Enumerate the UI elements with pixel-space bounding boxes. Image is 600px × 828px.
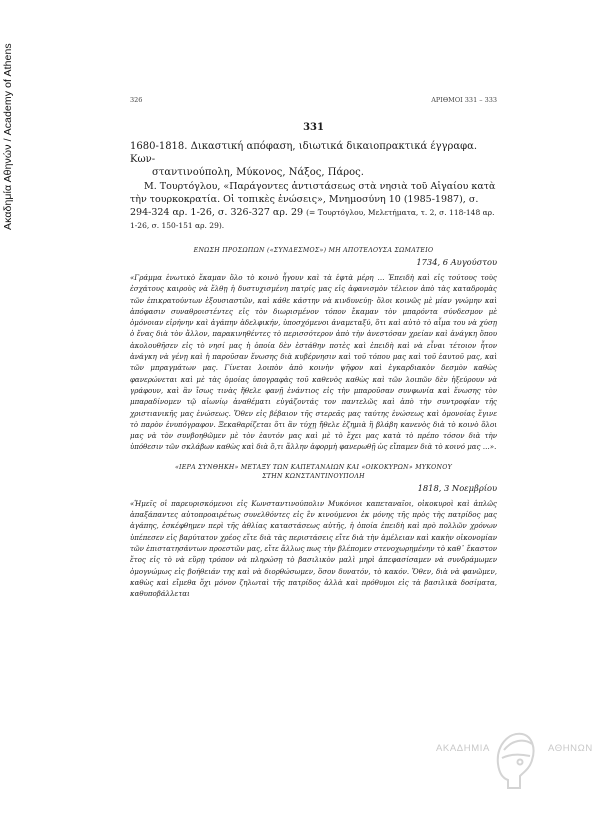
section-2-date: 1818, 3 Νοεμβρίου [417, 482, 497, 493]
reference-cross: (= Τουρτόγλου, Μελετήματα, τ. 2, σ. 118-148 αρ. 1-26, σ. 150-151 αρ. 29). [130, 208, 495, 230]
archive-sidebar [2, 0, 36, 250]
book-page [130, 96, 497, 599]
archive-label: Ακαδημία Αθηνών / Academy of Athens [2, 43, 14, 230]
title-line-1: 1680-1818. Δικαστική απόφαση, ιδιωτικά δικαιοπρακτικά έγγραφα. Κων- [130, 141, 478, 165]
section-1-text: «Γράμμα ἑνωτικὸ ἔκαμαν ὅλο τὸ κοινὸ ἦγουν καὶ τὰ ἑφτὰ μέρη … Ἐπειδὴ καὶ εἰς τούτους τοὺς ἐσχάτους καιροὺς νὰ ἔλθῃ ἡ δυστυχισμένη πατρίς μας εἰς ἀφανισμὸν τέλειον ἀπὸ τὰς καταδρομὰς τῶν ἐπικρατούντων ἐξουσιαστῶν, καὶ κάθε κάστην νὰ κινδυνεύῃ· ὅλοι κοινῶς μὲ μίαν γνώμην καὶ ἀπόφασιν συναθροιστέντες εἰς τὸν διωρισμένον τόπον ἔκαμαν τὸν μπαρόντα σύνδεσμον μὲ ὁμόνοιαν εἰρήνην καὶ ἀγάπην ἀδελφικήν, ὑποσχόμενοι ἀναμεταξύ, ὅτι καὶ αὐτὸ τὸ αἷμα του νὰ χύσῃ ὁ ἕνας διὰ τὸν ἄλλον, παρακινηθέντες τὸ περισσότερον ἀπὸ τὴν ἀνεστόσαν χρείαν καὶ ἀνάγκη ὅπου ἀκολουθῆσεν εἰς τὸ νησί μας ἡ ὁποία δὲν ἐστάθην ποτὲς καὶ ἐπειδὴ καὶ νὰ εἶναι τέτοιον ἦτον ἀνάγκη νὰ γένῃ καὶ ἡ παροῦσαν ἕνωσης διὰ κυβέρνησιν καὶ τοῦ τόπου μας καὶ τοῦ ἑαυτοῦ μας, καὶ τῶν μπραγμάτων μας. Γίνεται λοιπὸν ἀπὸ κοινὴν ψῆφον καὶ ἐγκαρδιακὸν δεσμὸν καθὼς φανερώνεται καὶ μὲ τὰς ὁμοίας ὑπογραφὰς τοῦ καθενὸς καθὼς καὶ τῶν λοιπῶν δὲν ἠξεύρουν νὰ γράφουν, καὶ ἂν ἴσως τινὰς ἤθελε φανῇ ἐνάντιος εἰς τὴν μπαροῦσαν συνφωνία καὶ ἕνωσης τὸν μπαραδίνομεν τῷ αἰωνίῳ ἀναθέματι εὐγάζοντάς τον παντελῶς καὶ ἀπὸ τὴν συντροφίαν τῆς χριστιανικῆς μας ἑνώσεως. Ὅθεν εἰς βέβαιον τῆς στερεᾶς μας ταύτης ἑνώσεως καὶ ὁμονοίας ἔγινε τὸ παρὸν ἐνυπόγραφον. Ξεκαθαρίζεται ὅτι ἂν τύχῃ ἤθελε ἐζημιὰ ἢ βλάβη κανενὸς διὰ τὸ κοινὸ ὅλοι μας νὰ τὸν συνβοηθῶμεν μὲ τὸν ἑαυτόν μας καὶ μὲ τὸ ἔχει μας κατὰ τὸ πρέπο τόσον διὰ τὴν ὑπόθεσιν τῶν σκλάβων καθὼς καὶ διὰ ὅ,τι ἄλλην ἀφορμὴ φανερωθῇ ὡς εἴπαμεν διὰ τὸ κοινό μας …». [130, 273, 497, 452]
section-2-heading-line-1: «ΙΕΡΑ ΣΥΝΘΗΚΗ» ΜΕΤΑΞΥ ΤΩΝ ΚΑΠΕΤΑΝΑΙΩΝ ΚΑΙ «ΟΙΚΟΚΥΡΩΝ» ΜΥΚΟΝΟΥ [174, 463, 453, 471]
athena-head-emblem-icon [490, 724, 540, 796]
bibliographic-reference [130, 180, 497, 232]
section-2-heading [130, 463, 497, 481]
section-2-text: «Ἡμεῖς οἱ παρευρισκόμενοι εἰς Κωνσταντινούπολιν Μυκόνιοι καπεταναῖοι, οἰκοκυροὶ καὶ ἁπλῶς ἀπαξάπαντες αὐτοπροαιρέτως συνελθόντες εἰς ἓν κινούμενοι ἐκ μόνης τῆς πρὸς τὴς πατρίδος μας ἀγάπης, ἐσκέφθημεν περὶ τῆς ἀθλίας καταστάσεως αὐτῆς, ἡ ὁποία ἐπειδὴ καὶ πρὸ πολλῶν χρόνων ὑπέπεσεν εἰς βαρύτατον χρέος εἴτε διὰ τὰς περιστάσεις εἴτε διὰ τὴν ἀμέλειαν καὶ κακὴν οἰκονομίαν τῶν ἐπιστατησάντων προεστῶν μας, εἴτε ἄλλως πως τὴν βλέπομεν στενοχωρημένην τὸ καθ᾽ ἕκαστον ἔτος εἰς τὸ νὰ εὕρῃ τρόπον νὰ πληρώσῃ τὸ βασιλικὸν μαλὶ μηρὶ ἀπεφασίσαμεν νὰ συνδράμωμεν ὁμογνώμως εἰς βοήθειάν της καὶ νὰ διορθώσωμεν, ὅσον δυνατόν, τὸ κακόν. Ὅθεν, διὰ νὰ φανῶμεν, καθὼς καὶ εἴμεθα ὄχι μόνον ζηλωταὶ τῆς πατρίδος ἀλλὰ καὶ πρόθυμοι εἰς τὰ βασιλικὰ δοσίματα, καθυποβάλλεται [130, 498, 497, 599]
running-header [130, 96, 497, 108]
page-number: 326 [130, 96, 143, 104]
running-title: ΑΡΙΘΜΟΙ 331 – 333 [431, 96, 497, 104]
watermark-left-text: ΑΚΑΔΗΜΙΑ [436, 743, 490, 754]
academy-watermark [430, 724, 600, 814]
document-title [130, 140, 497, 179]
title-line-2: σταντινούπολη, Μύκονος, Νάξος, Πάρος. [152, 167, 364, 178]
document-number: 331 [303, 122, 324, 133]
watermark-right-text: ΑΘΗΝΩΝ [548, 743, 593, 754]
section-1-date: 1734, 6 Αυγούστου [416, 257, 497, 267]
section-2-heading-line-2: ΣΤΗΝ ΚΩΝΣΤΑΝΤΙΝΟΥΠΟΛΗ [262, 472, 365, 480]
reference-main: Μ. Τουρτόγλου, «Παράγοντες ἀντιστάσεως στὰ νησιὰ τοῦ Αἰγαίου κατὰ τὴν τουρκοκρατία. Οἱ τοπικὲς ἑνώσεις», Μνημοσύνη 10 (1985-1987), σ. 294-324 αρ. 1-26, σ. 326-327 αρ. 29 [130, 181, 496, 218]
section-1-heading: ΕΝΩΣΗ ΠΡΟΣΩΠΩΝ («ΣΥΝΔΕΣΜΟΣ») ΜΗ ΑΠΟΤΕΛΟΥΣΑ ΣΩΜΑΤΕΙΟ [193, 247, 434, 254]
